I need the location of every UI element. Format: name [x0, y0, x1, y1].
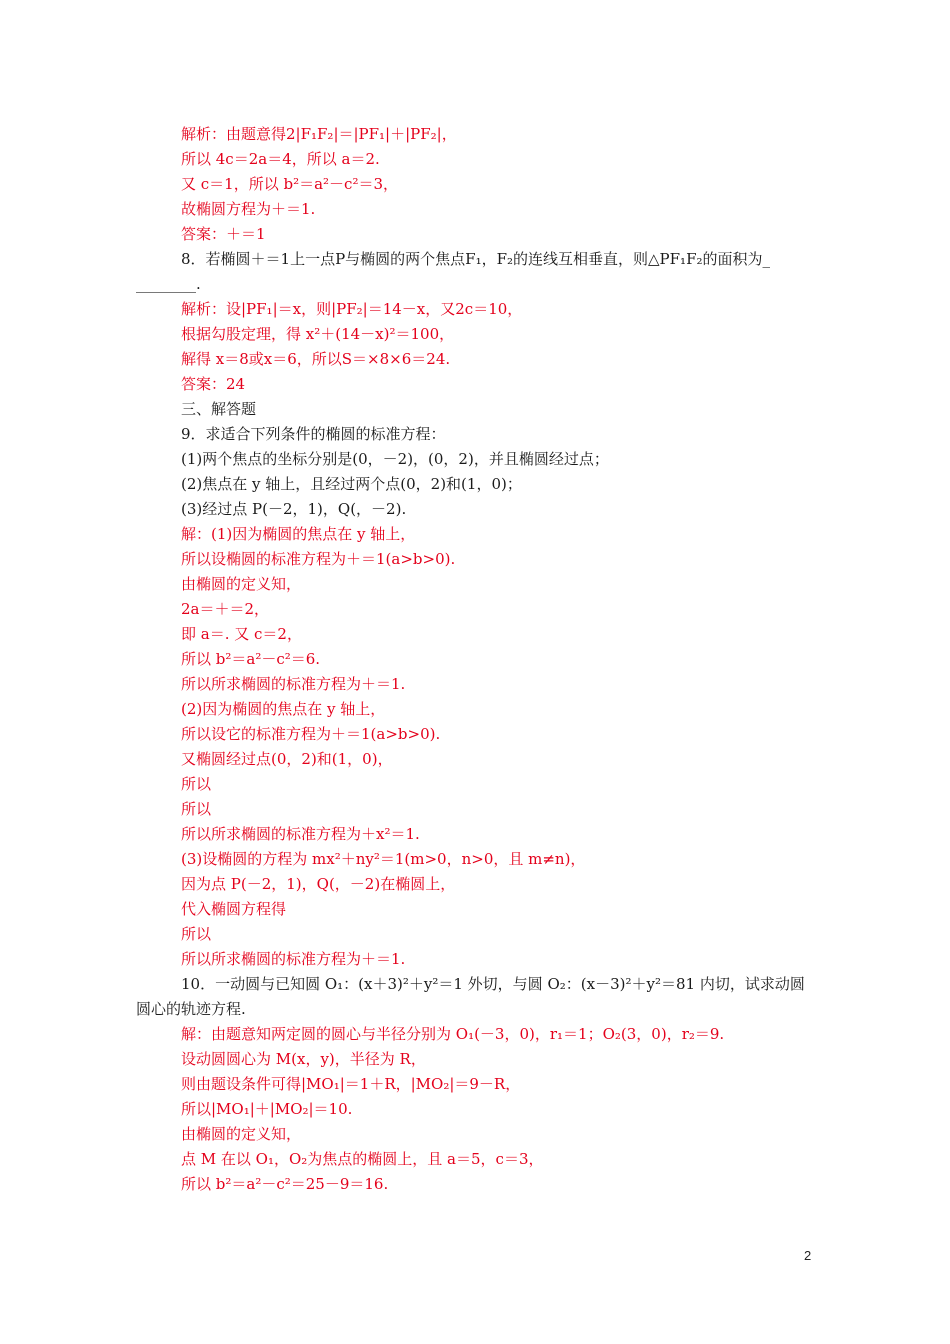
text-line: 点 M 在以 O₁，O₂为焦点的椭圆上，且 a＝5，c＝3， — [181, 1150, 544, 1168]
text-line: 因为点 P(－2，1)，Q(，－2)在椭圆上， — [181, 875, 456, 893]
text-line: 所以 — [181, 775, 212, 793]
question-line: ________. — [136, 275, 201, 293]
question-line: 9．求适合下列条件的椭圆的标准方程： — [181, 425, 446, 443]
text-line: 解析：由题意得2|F₁F₂|＝|PF₁|＋|PF₂|， — [181, 125, 457, 143]
text-line: 代入椭圆方程得 — [181, 900, 287, 918]
text-line: 又 c＝1，所以 b²＝a²－c²＝3， — [181, 175, 399, 193]
section-heading: 三、解答题 — [181, 400, 257, 418]
text-line: 所以所求椭圆的标准方程为＋＝1. — [181, 950, 406, 968]
text-line: 所以|MO₁|＋|MO₂|＝10. — [181, 1100, 353, 1118]
text-line: 所以所求椭圆的标准方程为＋x²＝1. — [181, 825, 420, 843]
text-line: (2)因为椭圆的焦点在 y 轴上， — [181, 700, 386, 718]
text-line: 所以设椭圆的标准方程为＋＝1(a>b>0). — [181, 550, 456, 568]
text-line: 所以 4c＝2a＝4，所以 a＝2. — [181, 150, 380, 168]
text-line: (3)设椭圆的方程为 mx²＋ny²＝1(m>0，n>0，且 m≠n)， — [181, 850, 586, 868]
text-line: 2a＝＋＝2， — [181, 600, 270, 618]
text-line: 所以 b²＝a²－c²＝6. — [181, 650, 321, 668]
question-line: 圆心的轨迹方程. — [136, 1000, 246, 1018]
text-line: 由椭圆的定义知， — [181, 1125, 302, 1143]
text-line: 由椭圆的定义知， — [181, 575, 302, 593]
question-line: (1)两个焦点的坐标分别是(0，－2)，(0，2)，并且椭圆经过点； — [181, 450, 609, 468]
question-line: (3)经过点 P(－2，1)，Q(，－2). — [181, 500, 407, 518]
text-line: 所以 b²＝a²－c²＝25－9＝16. — [181, 1175, 389, 1193]
text-line: 又椭圆经过点(0，2)和(1，0)， — [181, 750, 393, 768]
text-line: 解：由题意知两定圆的圆心与半径分别为 O₁(－3，0)，r₁＝1；O₂(3，0)，r₂＝9. — [181, 1025, 725, 1043]
text-line: 解：(1)因为椭圆的焦点在 y 轴上， — [181, 525, 416, 543]
question-line: 10．一动圆与已知圆 O₁：(x＋3)²＋y²＝1 外切，与圆 O₂：(x－3)²＋y²＝81 内切，试求动圆 — [181, 975, 805, 993]
text-line: 故椭圆方程为＋＝1. — [181, 200, 316, 218]
text-line: 答案：＋＝1 — [181, 225, 266, 243]
text-line: 所以设它的标准方程为＋＝1(a>b>0). — [181, 725, 441, 743]
text-line: 解得 x＝8或x＝6，所以S＝×8×6＝24. — [181, 350, 451, 368]
text-line: 答案：24 — [181, 375, 246, 393]
text-line: 解析：设|PF₁|＝x，则|PF₂|＝14－x，又2c＝10， — [181, 300, 523, 318]
text-line: 设动圆圆心为 M(x，y)，半径为 R， — [181, 1050, 426, 1068]
text-line: 所以所求椭圆的标准方程为＋＝1. — [181, 675, 406, 693]
text-line: 则由题设条件可得|MO₁|＝1＋R，|MO₂|＝9－R， — [181, 1075, 521, 1093]
question-line: (2)焦点在 y 轴上，且经过两个点(0，2)和(1，0)； — [181, 475, 522, 493]
page-number: 2 — [804, 1248, 812, 1263]
text-line: 根据勾股定理，得 x²＋(14－x)²＝100， — [181, 325, 455, 343]
text-line: 所以 — [181, 925, 212, 943]
text-line: 所以 — [181, 800, 212, 818]
text-line: 即 a＝. 又 c＝2， — [181, 625, 302, 643]
question-line: 8．若椭圆＋＝1上一点P与椭圆的两个焦点F₁，F₂的连线互相垂直，则△PF₁F₂的面积为_ — [181, 250, 770, 268]
